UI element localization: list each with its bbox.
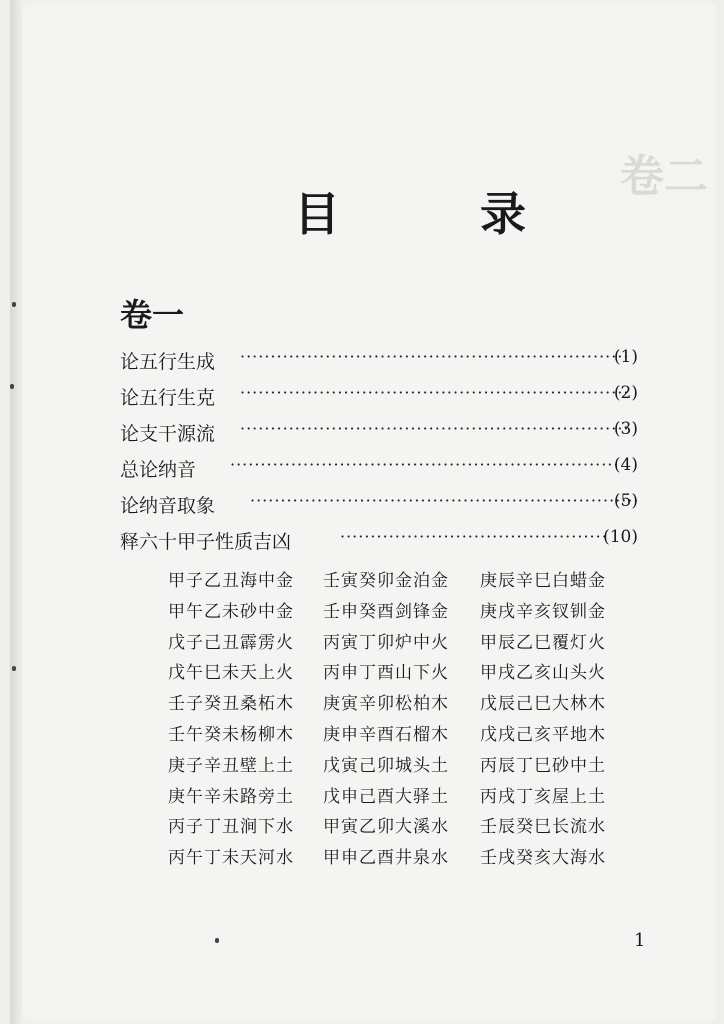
scan-speck [12, 666, 16, 671]
scan-speck [215, 938, 219, 943]
toc-leader-dots [230, 455, 618, 474]
page-number: 1 [634, 930, 646, 951]
toc-leader-dots [240, 347, 628, 366]
nayin-entry: 壬申癸酉剑锋金 [323, 601, 449, 622]
toc-entry [120, 527, 638, 557]
nayin-entry: 戊子己丑霹雳火 [168, 632, 294, 653]
nayin-entry: 甲午乙未砂中金 [168, 601, 294, 622]
toc-entry [120, 347, 638, 377]
toc-entry-page: (3) [613, 419, 638, 439]
page-title: 目 录 [294, 187, 589, 241]
nayin-entry: 庚申辛酉石榴木 [323, 725, 449, 745]
toc-entry-label: 论纳音取象 [120, 495, 216, 517]
nayin-entry: 甲辰乙巳覆灯火 [480, 632, 606, 653]
nayin-entry: 甲申乙酉井泉水 [323, 848, 449, 869]
nayin-entry: 丙子丁丑涧下水 [168, 817, 294, 838]
page-edge-shadow [10, 0, 22, 1024]
nayin-entry: 甲戌乙亥山头火 [480, 663, 606, 684]
toc-entry-page: (4) [613, 455, 638, 475]
toc-entry-label: 释六十甲子性质吉凶 [120, 531, 292, 553]
nayin-entry: 戊寅己卯城头土 [323, 755, 449, 776]
nayin-entry: 庚寅辛卯松柏木 [323, 694, 449, 715]
nayin-entry: 丙辰丁巳砂中土 [480, 755, 606, 776]
toc-entry-page: (1) [613, 347, 638, 367]
toc-leader-dots [340, 527, 608, 546]
toc-entry-page: (5) [613, 491, 638, 511]
scan-speck [12, 302, 16, 307]
toc-leader-dots [240, 419, 628, 438]
toc-entry [120, 491, 638, 521]
nayin-entry: 庚戌辛亥钗钏金 [480, 601, 606, 622]
nayin-entry: 丙申丁酉山下火 [323, 663, 449, 684]
nayin-entry: 戊戌己亥平地木 [480, 725, 606, 745]
nayin-entry: 壬午癸未杨柳木 [168, 725, 294, 745]
toc-entry-page: (10) [603, 527, 638, 547]
nayin-entry: 壬戌癸亥大海水 [480, 848, 606, 869]
nayin-entry: 丙寅丁卯炉中火 [323, 632, 449, 653]
nayin-entry: 戊辰己巳大林木 [480, 694, 606, 715]
nayin-entry: 壬寅癸卯金泊金 [323, 571, 449, 591]
nayin-entry: 戊申己酉大驿土 [323, 786, 449, 807]
toc-entry-page: (2) [613, 383, 638, 403]
nayin-entry: 庚子辛丑壁上土 [168, 755, 294, 776]
toc-entry [120, 455, 638, 485]
section-heading: 卷一 [120, 296, 185, 334]
document-page [10, 0, 716, 1024]
nayin-entry: 庚午辛未路旁土 [168, 786, 294, 807]
toc-entry-label: 论支干源流 [120, 423, 216, 445]
toc-leader-dots [250, 491, 638, 510]
nayin-entry: 壬子癸丑桑柘木 [168, 694, 294, 715]
toc-entry-label: 总论纳音 [120, 459, 197, 481]
bleed-through-text: 卷二 [620, 151, 708, 202]
nayin-entry: 壬辰癸巳长流水 [480, 817, 606, 838]
toc-entry [120, 419, 638, 449]
nayin-entry: 丙午丁未天河水 [168, 848, 294, 869]
toc-entry [120, 383, 638, 413]
toc-entry-label: 论五行生克 [120, 387, 216, 409]
nayin-entry: 丙戌丁亥屋上土 [480, 786, 606, 807]
nayin-entry: 甲寅乙卯大溪水 [323, 817, 449, 838]
nayin-entry: 庚辰辛巳白蜡金 [480, 571, 606, 591]
toc-leader-dots [240, 383, 628, 402]
scan-speck [10, 384, 14, 389]
nayin-entry: 戊午巳未天上火 [168, 663, 294, 684]
toc-entry-label: 论五行生成 [120, 351, 216, 373]
nayin-entry: 甲子乙丑海中金 [168, 571, 294, 591]
